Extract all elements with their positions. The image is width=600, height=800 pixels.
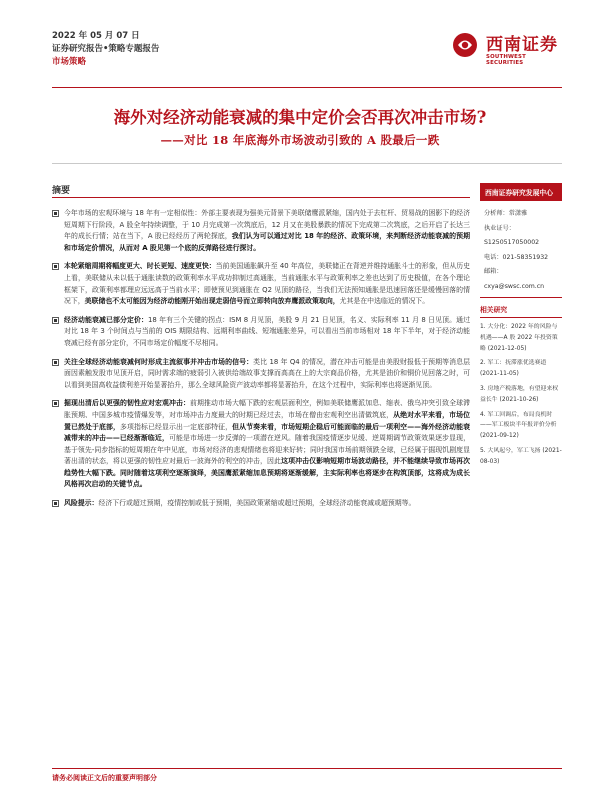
- footer-disclaimer: 请务必阅读正文后的重要声明部分: [52, 774, 157, 782]
- paragraph-bold-text: 但从节奏来看，市场短期企稳后可能面临的最后一项利空——海外经济动能衰减带来的冲击——已经渐渐临近，: [64, 422, 470, 443]
- title-divider: [52, 163, 562, 164]
- analyst-phone: 电话：021-58351932: [484, 253, 549, 261]
- related-research-item: 1. 大分化：2022 年的风险与机遇——A 股 2022 年投资策略 (2021-12-05): [480, 324, 558, 352]
- bullet-square-icon: [52, 400, 59, 407]
- report-type: 证券研究报告•策略专题报告: [52, 44, 160, 54]
- report-subtitle: ——对比 18 年底海外市场波动引致的 A 股最后一跌: [160, 133, 440, 147]
- analyst-name: 分析师：常潇雅: [484, 210, 528, 217]
- paragraph-text: 前期推动市场大幅下跌的宏观层面利空，例如美联储鹰派加息、缩表、俄乌冲突引致全球滞胀预期、中国多城市疫情爆发等，对市场冲击力度最大的时期已经过去，市场在僧由宏观利空出清做筑底，: [64, 399, 471, 419]
- paragraph-text: 尤其是在中选临近的情况下。: [339, 297, 430, 306]
- paragraph-bold-text: 掘现出清后以更强的韧性应对宏观冲击：: [64, 399, 191, 408]
- sidebar-divider: [480, 297, 562, 298]
- brand-logo: [452, 30, 562, 72]
- paragraph-text: 18 年有三个关键的拐点：ISM 8 月见顶，美股 9 月 21 日见顶，名义、实际利率 11 月 8 日见顶。通过对比 18 年 3 个时间点与当前的 OIS 期限结构、远期利率曲线、短端通胀差异，可以看出当前市场相对 18 年下半年，对于经济动能衰减已经有部分定价，不同市场定价幅度不尽相同。: [64, 315, 470, 347]
- abstract-paragraph: [52, 398, 470, 491]
- abstract-divider: [52, 197, 470, 198]
- related-research-item: 3. 房地产税落地，有望迎来权益长牛 (2021-10-26): [480, 385, 559, 403]
- bullet-square-icon: [52, 500, 59, 507]
- paragraph-bold-text: 这项冲击仅影响短期市场波动路径，并不能继续导致市场再次趋势性大幅下跌。同时随着这项利空逐渐演绎，美国鹰派紧缩加息预期将逐渐缓解，主实际利率也将逐步在构筑顶部，这将成为成长风格再次启动的关键节点。: [64, 457, 471, 489]
- paragraph-bold-text: 从绝对水平来看，市场位置已然处于底部，: [64, 410, 471, 431]
- paragraph-bold-text: 本轮紧缩周期将幅度更大、时长更短、速度更快：: [64, 262, 216, 271]
- logo-mark-icon: [452, 32, 478, 58]
- paragraph-text: 可能是市场进一步反弹的一项潜在逆风。随着我国疫情逐步见缓、逆周期调节政策效果逐步显现，基于领先-同步指标的短周期在年中见底，市场对经济的悲观情绪也将迎来好转；同时我国市场前期领跌全球，已经属于掘现饥剧度显著出清的状态，将以更强的韧性应对最后一波海外的利空的冲击，因此: [64, 434, 471, 466]
- related-research-title: 相关研究: [480, 304, 562, 318]
- bullet-square-icon: [52, 359, 59, 366]
- sidebar: [480, 183, 562, 468]
- report-header-meta: [52, 30, 159, 69]
- paragraph-bold-text: 我们认为可以通过对比 18 年的经济、政策环境，来判断经济动能衰减的预期和市场定价情况，从而对 A 股见第一个底的反弹路径进行探讨。: [64, 232, 470, 252]
- analyst-cert: 执业证号：S1250517050002: [484, 224, 540, 246]
- report-category: 市场策略: [52, 57, 87, 67]
- analyst-info: [480, 201, 562, 294]
- abstract-label: 摘要: [52, 186, 71, 196]
- paragraph-bold-text: 风险提示：: [64, 499, 99, 508]
- bullet-square-icon: [52, 263, 59, 270]
- bullet-square-icon: [52, 210, 59, 217]
- abstract-paragraph: [52, 261, 470, 307]
- logo-name-cn: 西南证券: [486, 35, 558, 55]
- related-research-item: 5. 大风起兮，军工飞扬 (2021-08-03): [480, 447, 562, 465]
- related-research-item: 2. 军工：抚滞涨优选赛道 (2021-11-05): [480, 360, 547, 378]
- paragraph-bold-text: 美联储也不太可能因为经济动能刚开始出现走弱信号而立即转向放弃鹰派政策取向，: [84, 297, 340, 306]
- abstract-paragraph: [52, 208, 470, 254]
- logo-name-en: SOUTHWEST SECURITIES: [486, 54, 527, 66]
- abstract-paragraph: [52, 357, 470, 392]
- header-divider: [52, 87, 562, 88]
- paragraph-text: 当前美国通胀飙升至 40 年高位，美联储正在背逆并维持通胀斗士的形象，但从历史上看，美联储从未以低于通胀读数的政策利率水平成功抑制过高通胀，当前通胀水平与政策利率之差也达到了历史极值，在各个理论框架下，政策利率都理应远远高于当前水平；即使预见到通胀在 Q2 见顶的路径，当我们无法预知通胀是迅速回落还是缓慢回落的情况下，: [64, 262, 470, 306]
- report-date: 2022 年 05 月 07 日: [52, 31, 140, 41]
- analyst-email: 邮箱：cxya@swsc.com.cn: [484, 268, 545, 290]
- paragraph-text: 今年市场的宏观环境与 18 年有一定相似性：外部主要表现为强美元背景下美联储鹰派紧缩，国内处于去杠杆、贸易战的困影下的经济短周期下行阶段，A 股全年持续调整，于 10 月完成第一次筑底后，12 月又在美股暴跌的情况下完成第二次筑底，之后开启了长达三年的成长行情；站在当下，A 股已经经历了两轮探底，: [64, 209, 470, 241]
- paragraph-text: 经济下行或超过预期，疫情控制或低于预期，美国政策紧缩或超过预期，全球经济动能衰减或超预期等。: [98, 499, 416, 508]
- paragraph-bold-text: 经济动能衰减已部分定价：: [64, 315, 148, 324]
- paragraph-text: 多项指标已经显示出一定底部特征，: [120, 422, 233, 431]
- paragraph-bold-text: 关注全球经济动能衰减何时形成主流叙事并冲击市场的信号：: [64, 357, 254, 366]
- report-title: 海外对经济动能衰减的集中定价会否再次冲击市场?: [113, 108, 487, 127]
- abstract-paragraph: [52, 315, 470, 350]
- bullet-square-icon: [52, 317, 59, 324]
- paragraph-text: 类比 18 年 Q4 的情况，潜在冲击可能是由美股财报低于预期等消息层面因素触发股市见顶开启，同时需求端的疲弱引入被供给端故事支撑而高高在上的大宗商品价格，尤其是油价和铜价见回落之时，可以看到美国高收益债利差开始显著抬升，那么全球风险资产波动率都将显著抬升，在这个过程中，实际利率也将逐渐见顶。: [64, 357, 470, 389]
- abstract-paragraph: [52, 498, 470, 510]
- footer-divider: [52, 768, 562, 769]
- abstract-body: [52, 208, 470, 517]
- related-research-item: 4. 军工回调后，布局良机时——军工板块半年报评价分析 (2021-09-12): [480, 411, 557, 440]
- sidebar-header: 西南证券研究发展中心: [480, 183, 562, 201]
